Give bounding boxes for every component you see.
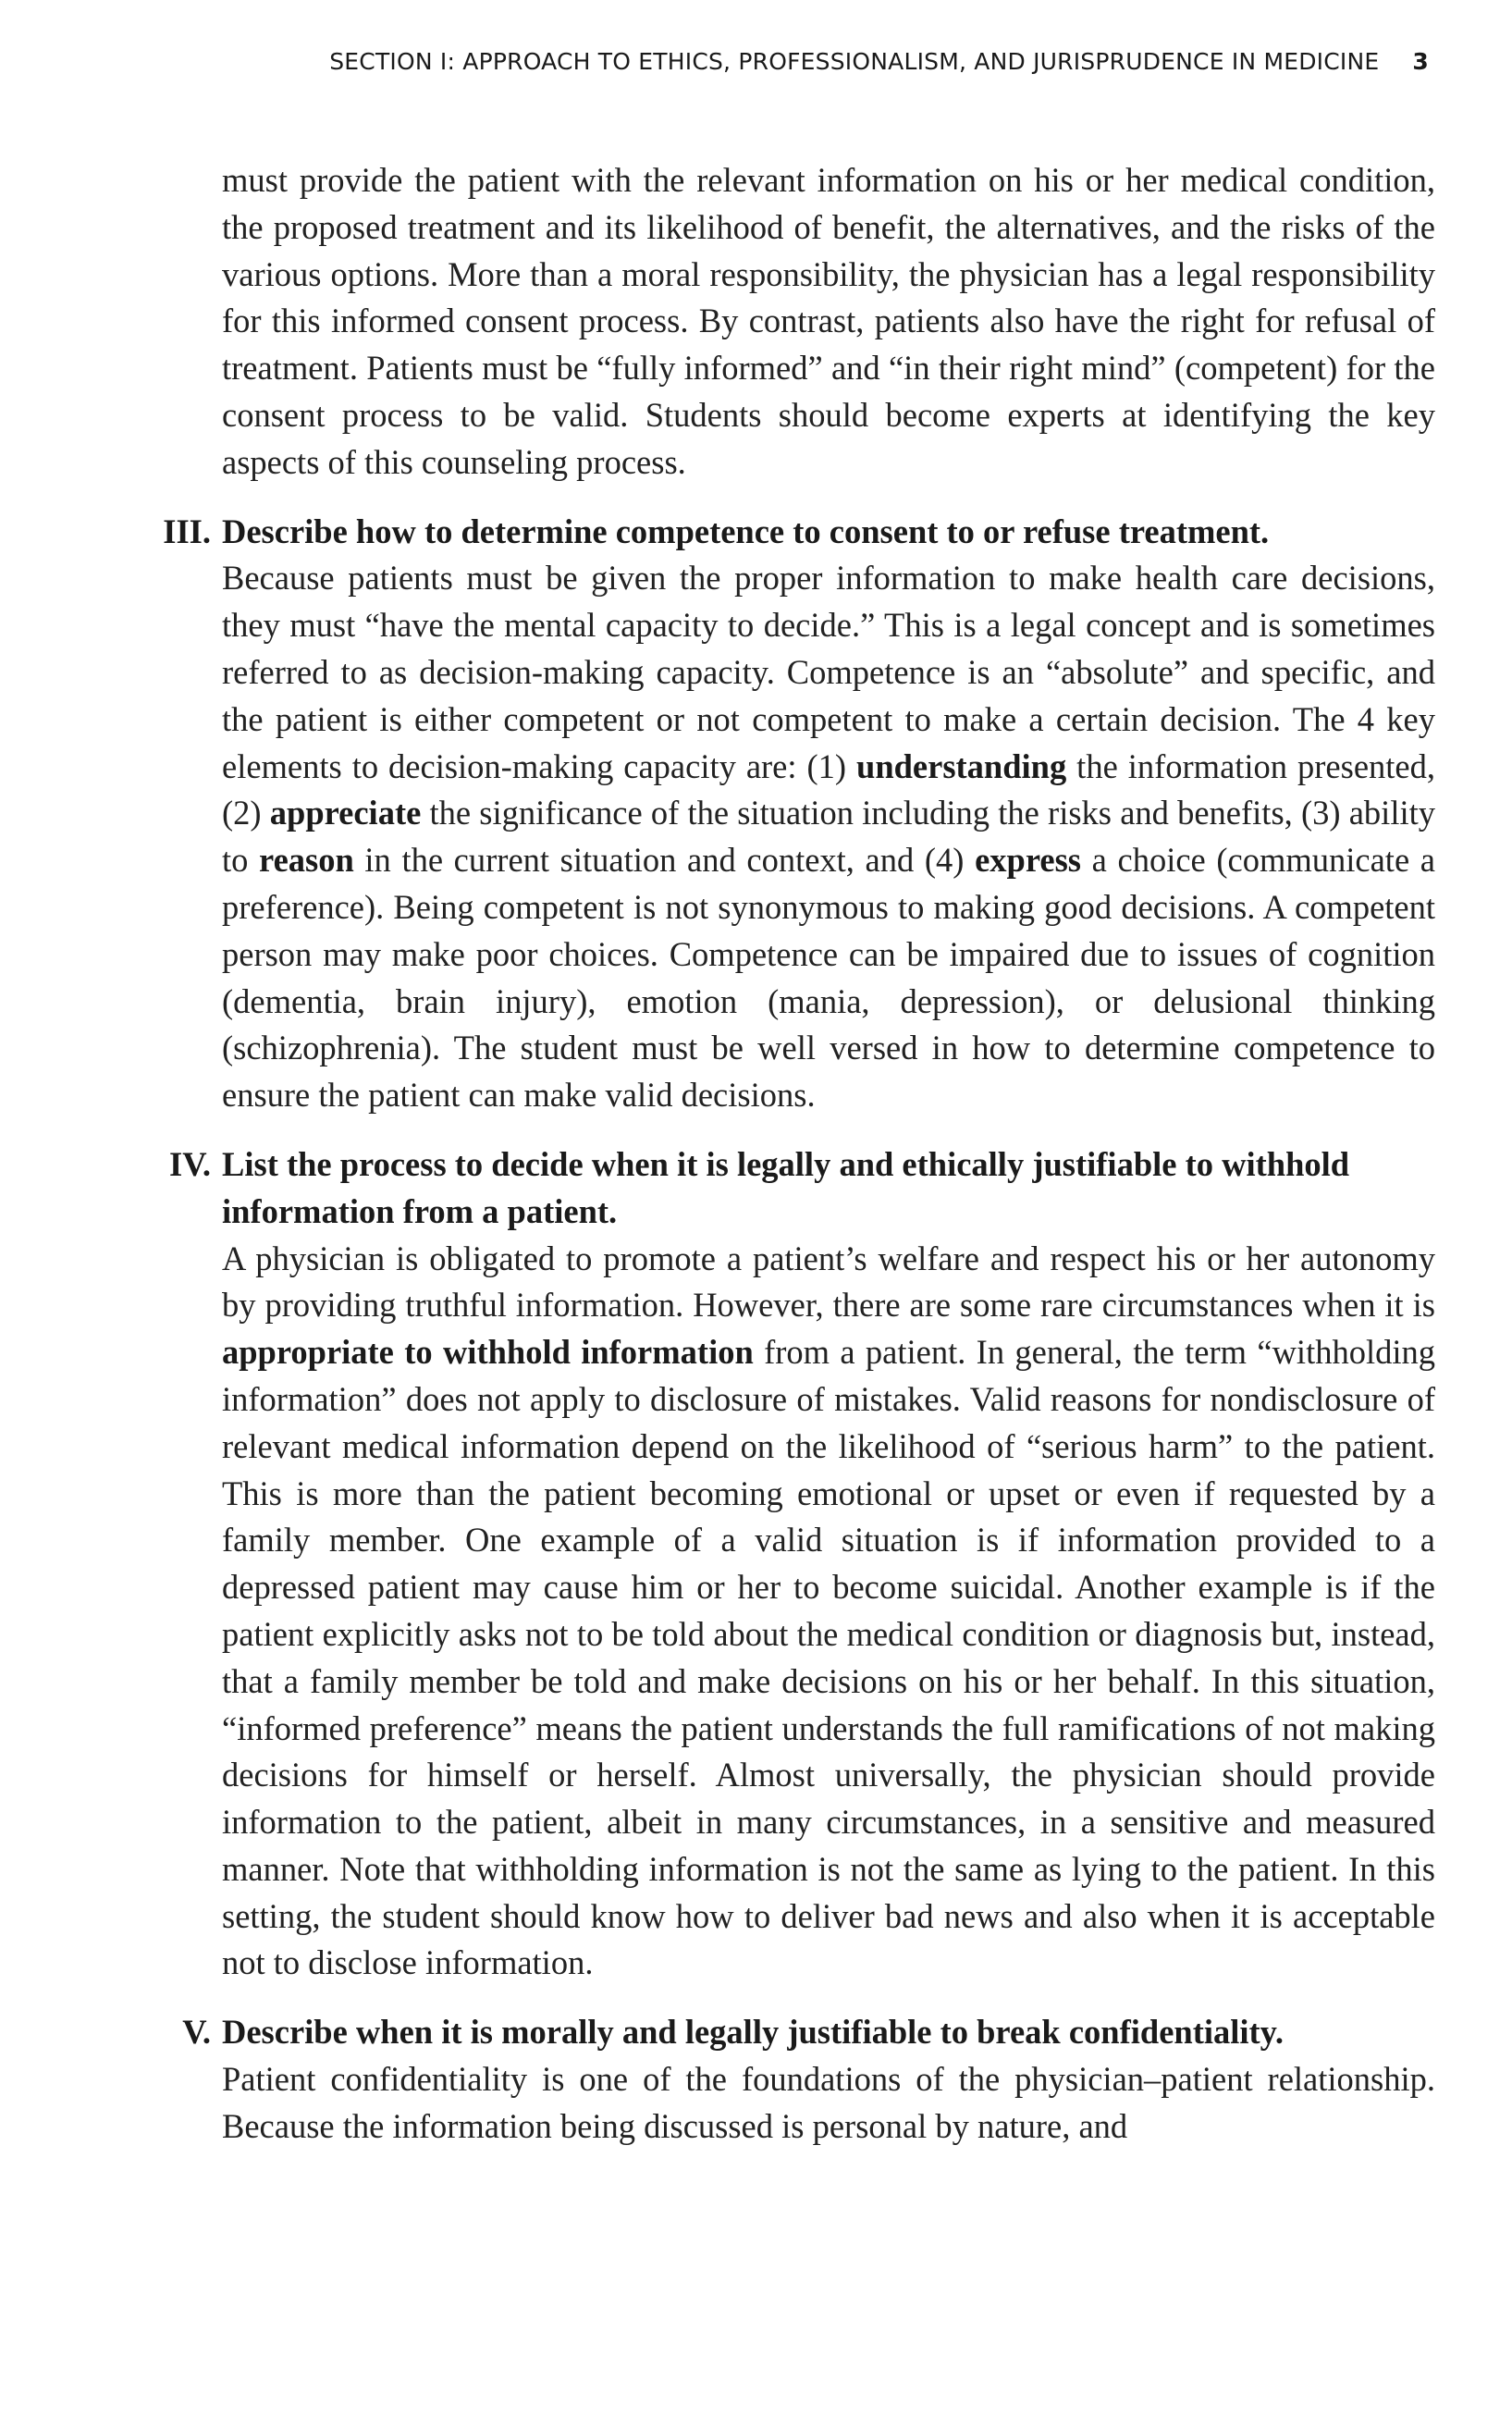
section-numeral: V. <box>182 2013 211 2052</box>
body-text <box>163 157 1435 2151</box>
text-run: a choice (communicate a preference). Being competent is not synonymous to making good decisions. A competent person may make poor choices. Competence can be impaired due to issues of cognition (dementia, brain injury), emotion (mania, depression), or delusional thinking (schizophrenia). The student must be well versed in how to determine competence to ensure the patient can make valid decisions. <box>222 841 1435 1115</box>
text-run: from a patient. In general, the term “withholding information” does not apply to disclosure of mistakes. Valid reasons for nondisclosure of relevant medical information depend on the likelihood of “serious harm” to the patient. This is more than the patient becoming emotional or upset or even if requested by a family member. One example of a valid situation is if information provided to a depressed patient may cause him or her to become suicidal. Another example is if the patient explicitly asks not to be told about the medical condition or diagnosis but, instead, that a family member be told and make decisions on his or her behalf. In this situation, “informed preference” means the patient understands the full ramifications of not making decisions for himself or herself. Almost universally, the physician should provide information to the patient, albeit in many circumstances, in a sensitive and measured manner. Note that withholding information is not the same as lying to the patient. In this setting, the student should know how to deliver bad news and also when it is acceptable not to disclose information. <box>222 1333 1435 1982</box>
section-v <box>182 2009 1435 2150</box>
section-paragraph <box>222 1236 1435 1988</box>
bold-term: appropriate to withhold information <box>222 1333 754 1372</box>
text-run: in the current situation and context, and (4) <box>353 841 976 880</box>
bold-term: reason <box>259 841 354 880</box>
section-iv <box>169 1141 1435 1987</box>
bold-term: express <box>975 841 1082 880</box>
text-run: A physician is obligated to promote a patient’s welfare and respect his or her autonomy by providing truthful information. However, there are some rare circumstances when it is <box>222 1239 1435 1325</box>
section-heading: List the process to decide when it is legally and ethically justifiable to withhold information from a patient. <box>222 1144 1350 1230</box>
section-heading: Describe how to determine competence to consent to or refuse treatment. <box>222 512 1270 550</box>
section-title: SECTION I: APPROACH TO ETHICS, PROFESSIONALISM, AND JURISPRUDENCE IN MEDICINE <box>329 48 1380 75</box>
section-numeral: IV. <box>169 1144 211 1183</box>
section-iii <box>163 509 1435 1119</box>
text-run: the significance of the situation including the risks and benefits, (3) ability to <box>222 794 1435 880</box>
page-number: 3 <box>1412 48 1429 75</box>
bold-term: understanding <box>856 746 1067 785</box>
text-run: the information presented, (2) <box>222 746 1435 832</box>
intro-paragraph: must provide the patient with the relevant information on his or her medical condition, the proposed treatment and its likelihood of benefit, the alternatives, and the risks of the various options. More than a moral responsibility, the physician has a legal responsibility for this informed consent process. By contrast, patients also have the right for refusal of treatment. Patients must be “fully informed” and “in their right mind” (competent) for the consent process to be valid. Students should become experts at identifying the key aspects of this counseling process. <box>222 161 1435 481</box>
running-header <box>176 48 1429 75</box>
section-paragraph <box>222 2056 1435 2151</box>
section-paragraph <box>222 555 1435 1119</box>
section-heading: Describe when it is morally and legally justifiable to break confidentiality. <box>222 2013 1285 2052</box>
bold-term: appreciate <box>269 794 422 832</box>
text-run: Patient confidentiality is one of the foundations of the physician–patient relationship. Because the information being discussed is personal by nature, and <box>222 2060 1435 2145</box>
text-run: Because patients must be given the proper information to make health care decisions, they must “have the mental capacity to decide.” This is a legal concept and is sometimes referred to as decision-making capacity. Competence is an “absolute” and specific, and the patient is either competent or not competent to make a certain decision. The 4 key elements to decision-making capacity are: (1) <box>222 559 1435 785</box>
section-numeral: III. <box>163 512 211 550</box>
